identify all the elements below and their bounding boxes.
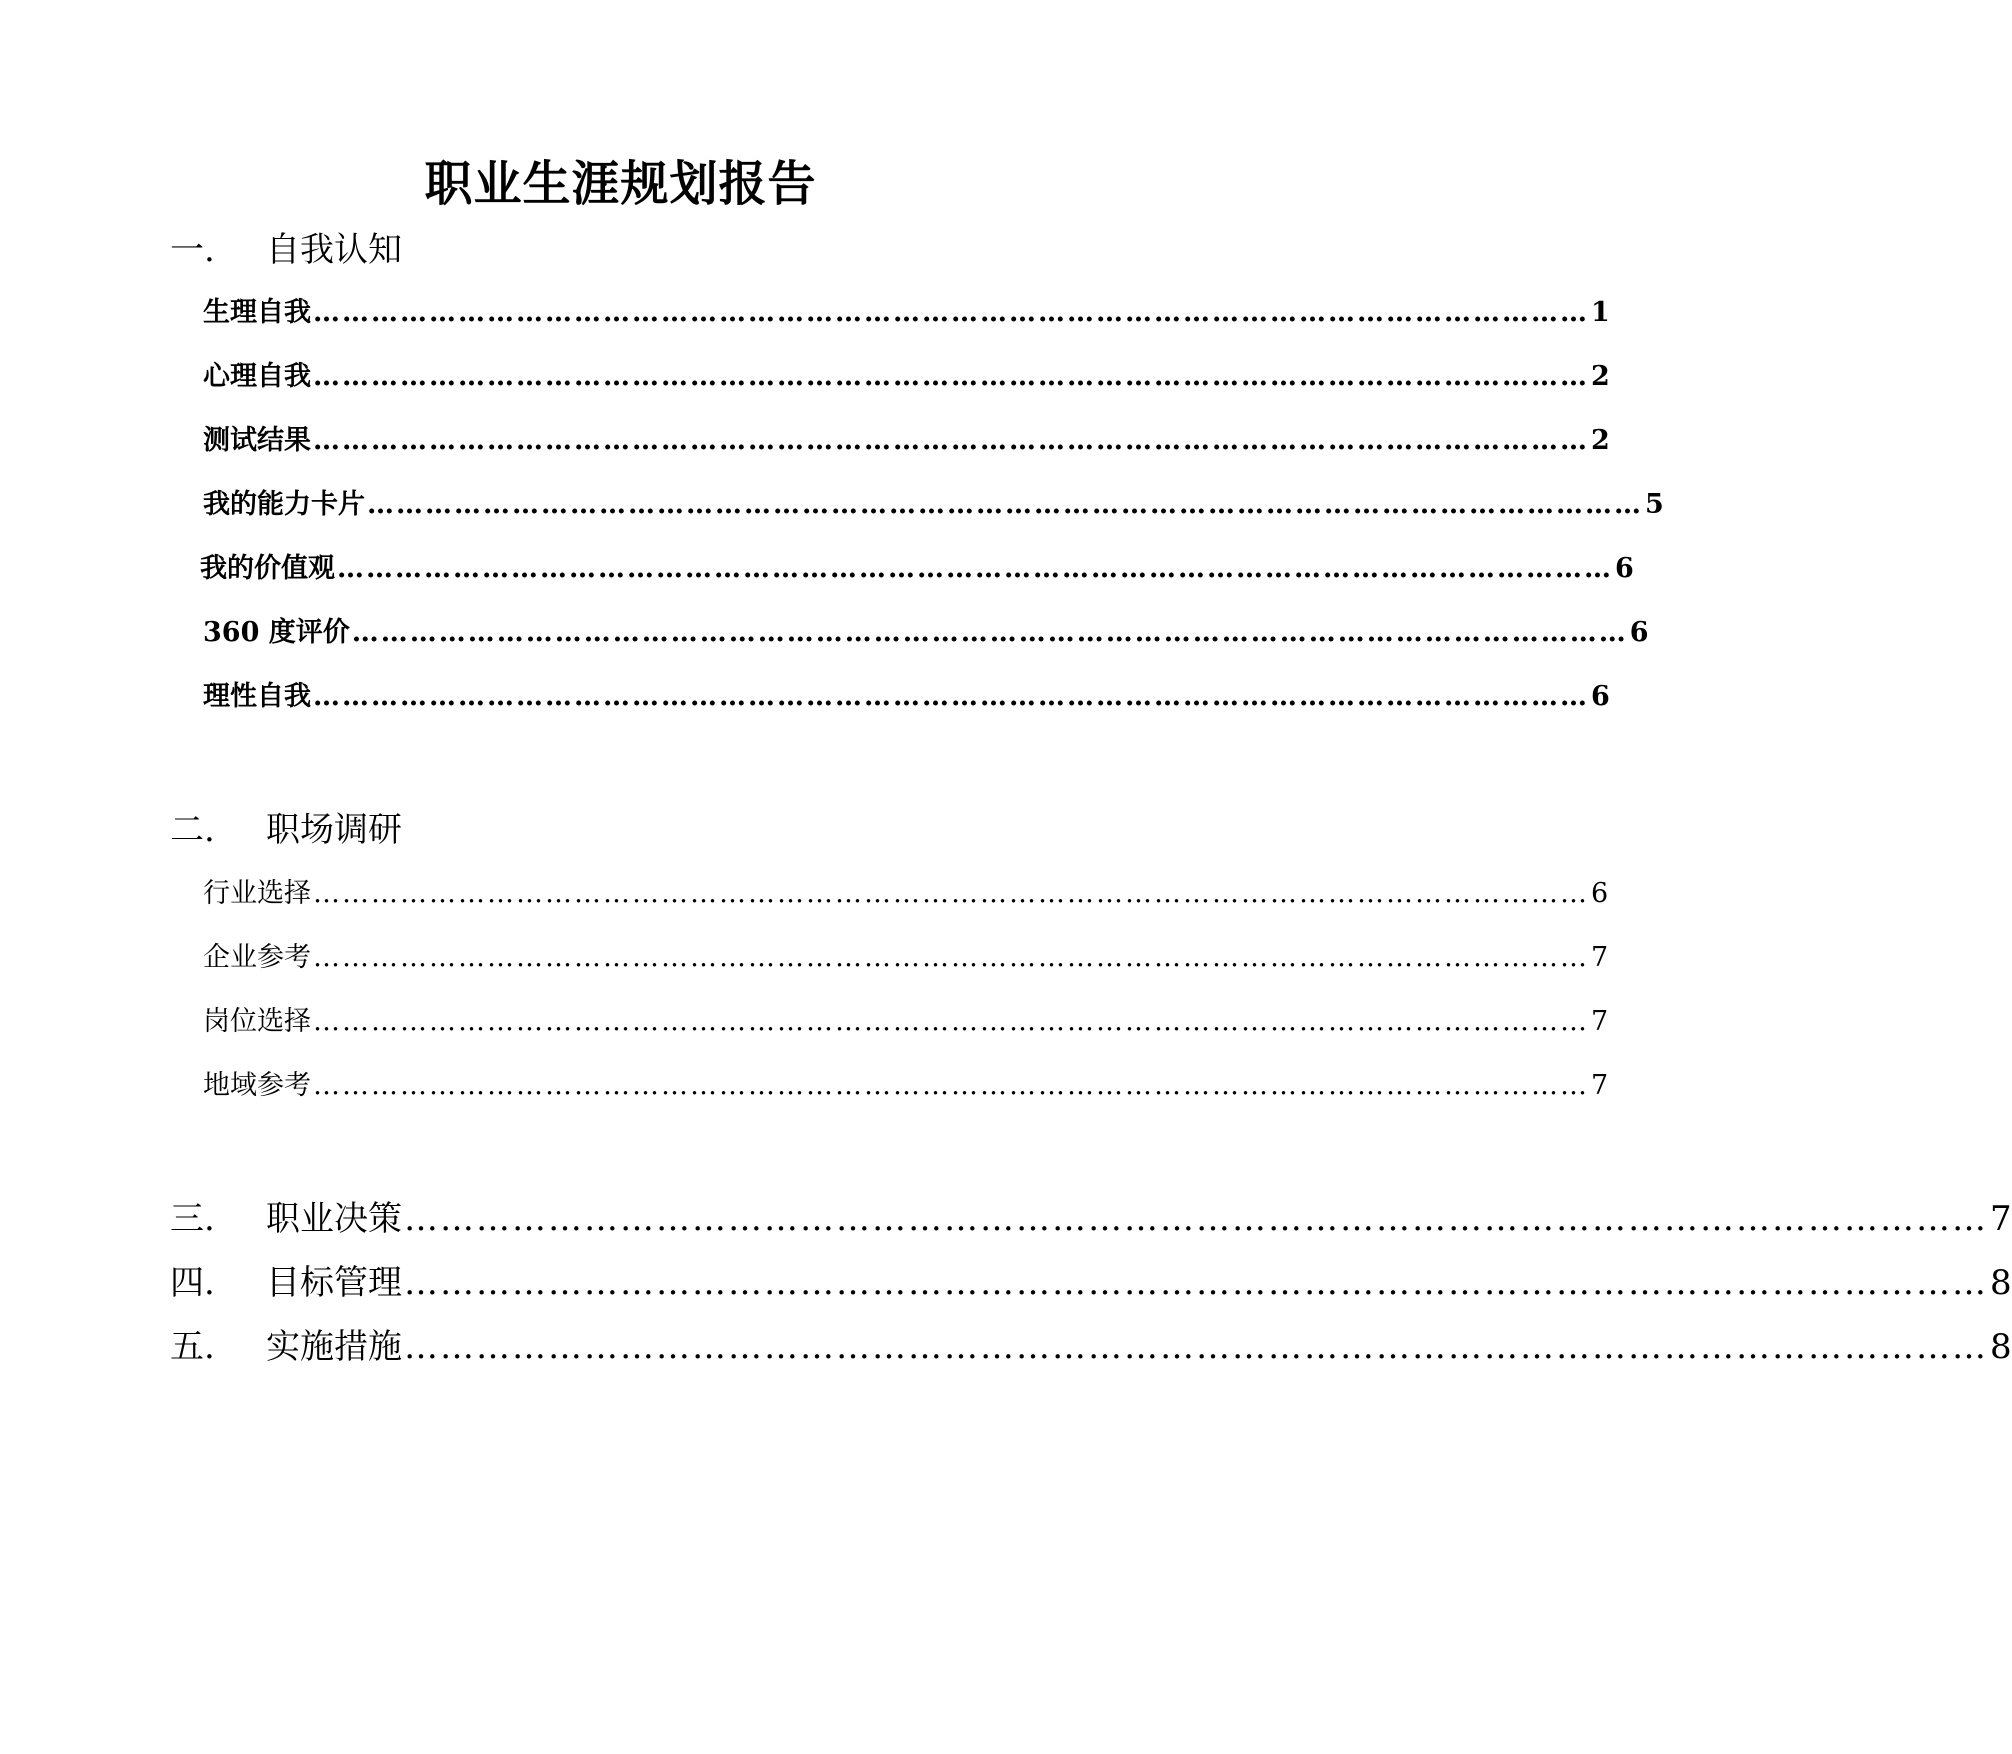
- section-number: 五.: [170, 1327, 215, 1367]
- toc-entry-label: 行业选择: [203, 878, 311, 909]
- toc-entry[interactable]: [203, 1066, 1609, 1106]
- toc-entry-label: 360 度评价: [203, 617, 350, 648]
- section-heading-self-awareness: [170, 228, 402, 272]
- dot-leader: ……………………………………………………………………………………………………………………: [337, 553, 1613, 584]
- dot-leader: ……………………………………………………………………………………………………………………: [313, 681, 1589, 712]
- toc-entry-page: 2: [1591, 361, 1610, 392]
- toc-entry-label: 企业参考: [203, 942, 311, 973]
- toc-entry[interactable]: [203, 613, 1649, 653]
- toc-entry[interactable]: [200, 549, 1634, 589]
- toc-entry-page: 6: [1591, 878, 1609, 909]
- section-number: 三.: [170, 1199, 215, 1239]
- toc-entry[interactable]: [203, 357, 1610, 397]
- toc-entry-page: 7: [1591, 1070, 1609, 1101]
- toc-entry-page: 1: [1591, 297, 1610, 328]
- toc-entry[interactable]: [203, 874, 1609, 914]
- toc-entry-label: 地域参考: [203, 1070, 311, 1101]
- dot-leader: ……………………………………………………………………………………………………………………: [313, 1070, 1589, 1101]
- document-title: 职业生涯规划报告: [424, 156, 817, 212]
- toc-entry-label: 目标管理: [266, 1263, 402, 1303]
- dot-leader: ……………………………………………………………………………………………………………………: [313, 1006, 1589, 1037]
- toc-entry-label: 测试结果: [203, 425, 311, 456]
- toc-entry[interactable]: [203, 938, 1609, 978]
- toc-entry-page: 8: [1990, 1327, 2012, 1367]
- toc-entry-page: 6: [1629, 617, 1649, 648]
- section-number: 四.: [170, 1263, 215, 1303]
- toc-entry-label: 实施措施: [266, 1327, 402, 1367]
- toc-entry-label: 心理自我: [203, 361, 311, 392]
- toc-entry[interactable]: [203, 1002, 1609, 1042]
- toc-entry[interactable]: [203, 677, 1610, 717]
- section-label: 职场调研: [266, 810, 402, 850]
- toc-entry-label: 岗位选择: [203, 1006, 311, 1037]
- toc-main-entry[interactable]: [170, 1324, 2012, 1370]
- toc-main-entry[interactable]: [170, 1196, 2012, 1242]
- dot-leader: ……………………………………………………………………………………………………………………: [313, 878, 1589, 909]
- dot-leader: ……………………………………………………………………………………………………………………: [313, 297, 1589, 328]
- toc-entry-page: 6: [1591, 681, 1610, 712]
- toc-entry-page: 7: [1591, 1006, 1609, 1037]
- toc-entry-page: 7: [1591, 942, 1609, 973]
- toc-entry-label: 理性自我: [203, 681, 311, 712]
- dot-leader: ……………………………………………………………………………………………………………………: [404, 1263, 1988, 1303]
- toc-entry-label: 职业决策: [266, 1199, 402, 1239]
- toc-entry[interactable]: [203, 485, 1664, 525]
- dot-leader: ……………………………………………………………………………………………………………………: [313, 425, 1589, 456]
- toc-entry-page: 5: [1645, 489, 1664, 520]
- toc-entry-page: 7: [1990, 1199, 2012, 1239]
- dot-leader: ……………………………………………………………………………………………………………………: [404, 1327, 1988, 1367]
- dot-leader: ……………………………………………………………………………………………………………………: [313, 361, 1589, 392]
- section-label: 自我认知: [266, 230, 402, 270]
- toc-entry[interactable]: [203, 293, 1610, 333]
- section-number: 二.: [170, 810, 215, 850]
- toc-entry-page: 8: [1990, 1263, 2012, 1303]
- section-number: 一.: [170, 230, 215, 270]
- dot-leader: ……………………………………………………………………………………………………………………: [351, 617, 1628, 648]
- toc-entry-label: 我的能力卡片: [203, 489, 365, 520]
- toc-main-entry[interactable]: [170, 1260, 2012, 1306]
- section-heading-workplace-research: [170, 808, 402, 852]
- toc-entry[interactable]: [203, 421, 1610, 461]
- toc-entry-label: 生理自我: [203, 297, 311, 328]
- dot-leader: ……………………………………………………………………………………………………………………: [313, 942, 1589, 973]
- dot-leader: ……………………………………………………………………………………………………………………: [367, 489, 1643, 520]
- toc-entry-page: 2: [1591, 425, 1610, 456]
- toc-entry-label: 我的价值观: [200, 553, 335, 584]
- dot-leader: ……………………………………………………………………………………………………………………: [404, 1199, 1988, 1239]
- toc-entry-page: 6: [1615, 553, 1634, 584]
